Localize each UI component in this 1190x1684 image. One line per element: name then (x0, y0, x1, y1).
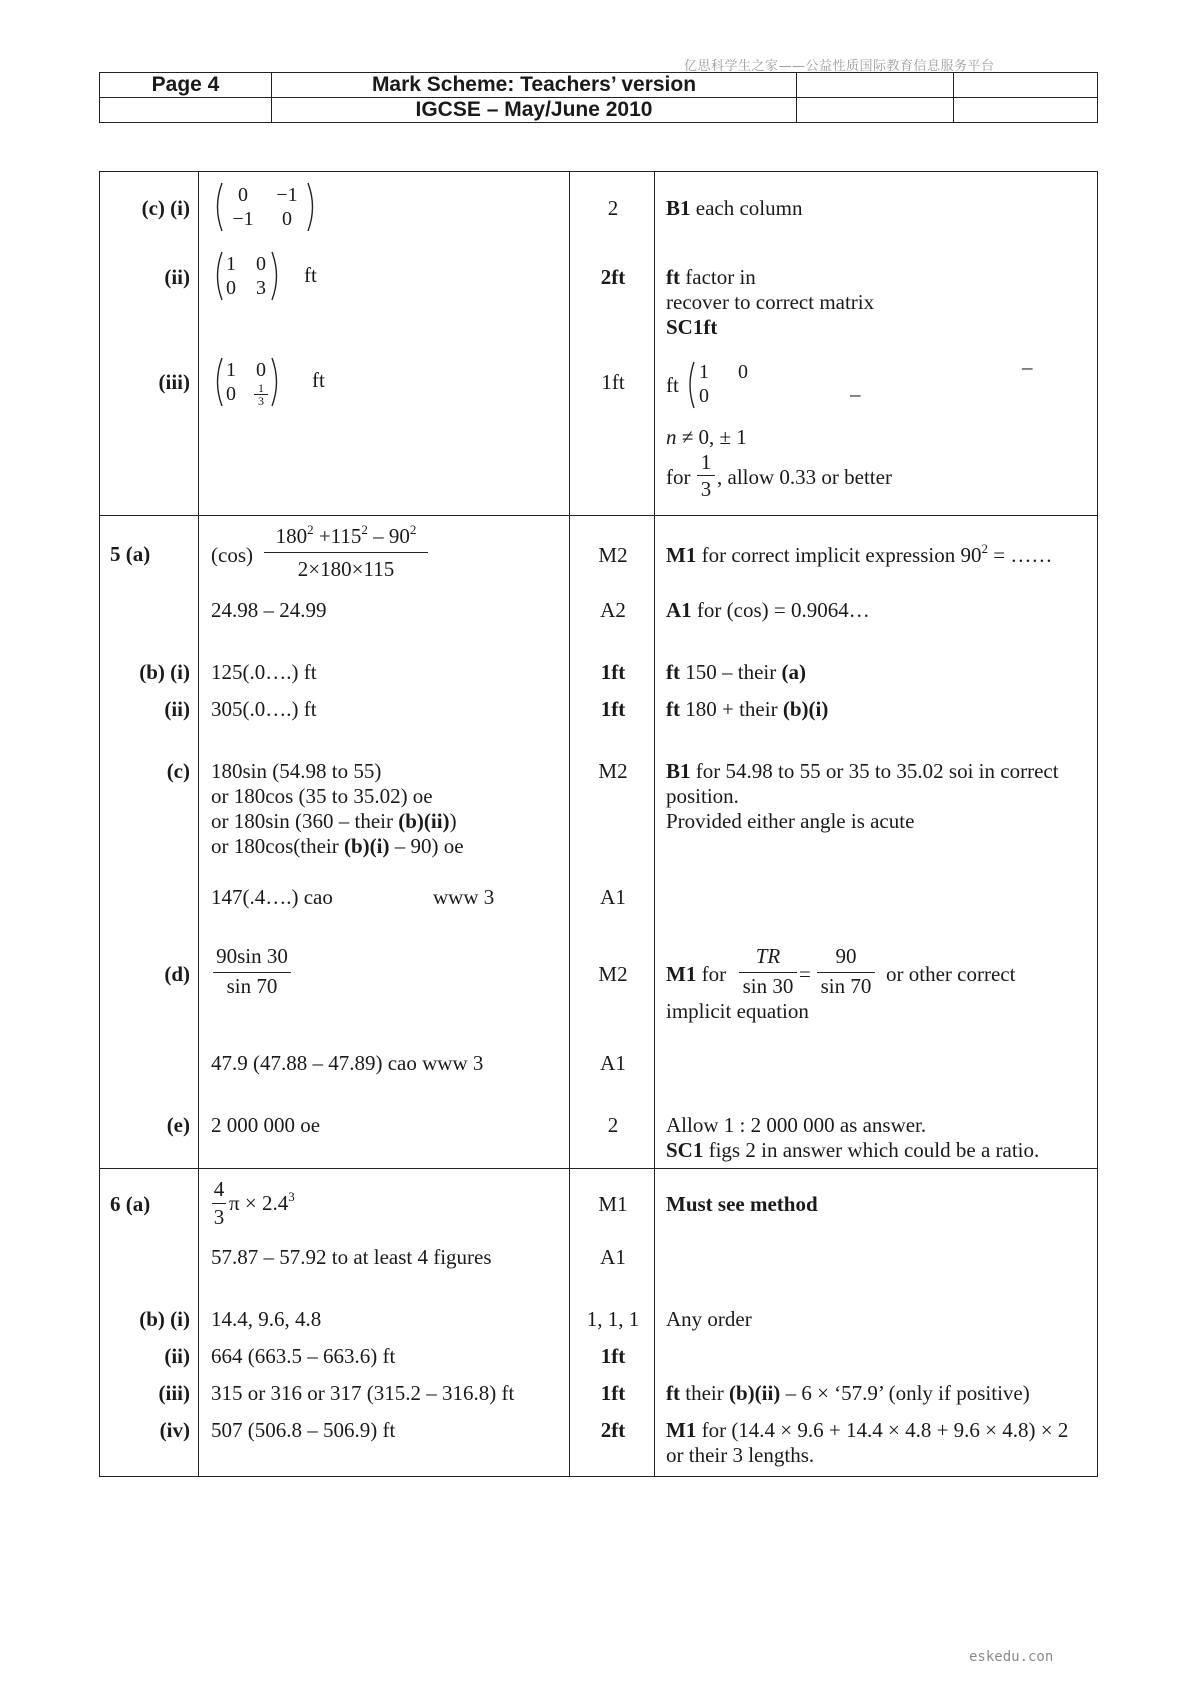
answer: 305(.0….) ft (211, 697, 317, 721)
fraction: 4 3 (213, 1177, 225, 1229)
guidance-note: n ≠ 0, ± 1 (666, 425, 747, 449)
guidance-note: Must see method (666, 1192, 818, 1216)
question-label: (ii) (164, 697, 190, 721)
matrix-cell: −1 (276, 184, 298, 206)
exam-session: IGCSE – May/June 2010 (272, 98, 797, 123)
marks: 1ft (601, 370, 625, 394)
page-number: Page 4 (100, 73, 272, 98)
question-label: (ii) (164, 265, 190, 289)
guidance-note: SC1ft (666, 315, 718, 339)
fraction: TR sin 30 (739, 944, 797, 998)
follow-through: ft (304, 263, 317, 287)
question-label: 5 (a) (110, 542, 151, 566)
matrix-cell: 1 (226, 359, 236, 381)
matrix-cell: 1 (226, 253, 236, 275)
guidance-note: Provided either angle is acute (666, 809, 915, 833)
guidance-dash: – (1022, 355, 1033, 379)
matrix-cell-fraction: 1 3 (254, 382, 268, 407)
answer: 125(.0….) ft (211, 660, 317, 684)
guidance-note: position. (666, 784, 739, 808)
marks: 1, 1, 1 (586, 1307, 640, 1331)
matrix-cell: 3 (256, 277, 266, 299)
header-empty-2 (954, 73, 1098, 98)
marks: 2ft (600, 265, 626, 289)
matrix-cell: −1 (232, 208, 254, 230)
answer: 14.4, 9.6, 4.8 (211, 1307, 322, 1331)
guidance-note: ft 180 + their (b)(i) (666, 697, 829, 721)
marks: 1ft (600, 697, 626, 721)
answer: 57.87 – 57.92 to at least 4 figures (211, 1245, 492, 1269)
answer: 180sin (54.98 to 55) (211, 759, 382, 783)
watermark-top: 亿思科学生之家——公益性质国际教育信息服务平台 (684, 59, 995, 74)
answer: 24.98 – 24.99 (211, 598, 327, 622)
guidance-note: Allow 1 : 2 000 000 as answer. (666, 1113, 927, 1137)
matrix-answer (212, 356, 282, 408)
guidance-note: ft 150 – their (a) (666, 660, 806, 684)
header-empty-4 (797, 98, 954, 123)
matrix-cell: 0 (738, 361, 748, 383)
row-divider (100, 515, 1097, 516)
guidance-note: recover to correct matrix (666, 290, 875, 314)
marks: 2ft (600, 1418, 626, 1442)
marks: M1 (598, 1192, 628, 1216)
guidance-note: M1 for (14.4 × 9.6 + 14.4 × 4.8 + 9.6 × 4.8) × 2 (666, 1418, 1069, 1442)
question-label: (c) (i) (141, 196, 190, 220)
matrix-cell: 0 (256, 359, 266, 381)
question-label: (b) (i) (139, 1307, 190, 1331)
guidance-note: A1 for (cos) = 0.9064… (666, 598, 870, 622)
guidance-note: Any order (666, 1307, 752, 1331)
question-label: (ii) (164, 1344, 190, 1368)
guidance-note: or their 3 lengths. (666, 1443, 815, 1467)
header-empty-5 (954, 98, 1098, 123)
answer: $\pi \times 2.4^3$ (229, 1189, 295, 1215)
question-label: 6 (a) (110, 1192, 151, 1216)
fraction: 1 3 (697, 450, 715, 501)
matrix-cell: 0 (699, 385, 709, 407)
marks: M2 (598, 543, 628, 567)
column-divider (198, 172, 199, 1476)
marks: A1 (600, 885, 626, 909)
answer: 507 (506.8 – 506.9) ft (211, 1418, 396, 1442)
guidance-matrix (685, 360, 757, 410)
question-label: (b) (i) (139, 660, 190, 684)
guidance-note: B1 each column (666, 196, 803, 220)
column-divider (654, 172, 655, 1476)
question-label: (e) (166, 1113, 190, 1137)
follow-through: ft (312, 368, 325, 392)
document-title: Mark Scheme: Teachers’ version (272, 73, 797, 98)
matrix-brackets (212, 181, 318, 233)
matrix-cell: 0 (282, 208, 292, 230)
question-label: (iii) (158, 370, 190, 394)
matrix-answer (212, 181, 318, 233)
guidance-note: M1 for correct implicit expression $90^2$ = …… (666, 541, 1053, 567)
answer: or 180cos (35 to 35.02) oe (211, 784, 433, 808)
guidance-note: B1 for 54.98 to 55 or 35 to 35.02 soi in correct (666, 759, 1059, 783)
matrix-cell: 0 (226, 277, 236, 299)
marks: A2 (600, 598, 626, 622)
question-label: (iv) (159, 1418, 190, 1442)
fraction: 90 sin 70 (817, 944, 875, 998)
cosine-rule-fraction: $180^2 +115^2 - 90^2$ 2×180×115 (264, 524, 428, 581)
marks: M2 (598, 962, 628, 986)
marks: 1ft (600, 1344, 626, 1368)
guidance-note: M1 for (666, 962, 727, 986)
answer: 664 (663.5 – 663.6) ft (211, 1344, 396, 1368)
guidance-note: SC1 figs 2 in answer which could be a ratio. (666, 1138, 1040, 1162)
column-divider (569, 172, 570, 1476)
marks: 1ft (600, 660, 626, 684)
sine-rule-fraction: 90sin 30 sin 70 (213, 944, 291, 998)
matrix-answer (212, 250, 282, 302)
matrix-cell: 0 (226, 383, 236, 405)
answer: 147(.4….) cao (211, 885, 333, 909)
marks: 2 (607, 196, 619, 220)
guidance-note: ft factor in (666, 265, 756, 289)
question-label: (iii) (158, 1381, 190, 1405)
follow-through: ft (666, 373, 679, 397)
answer: 2 000 000 oe (211, 1113, 321, 1137)
header-table (99, 72, 1098, 123)
header-empty-3 (100, 98, 272, 123)
guidance-dash: – (850, 382, 861, 406)
guidance-note: or other correct (886, 962, 1016, 986)
answer-prefix: (cos) (211, 543, 253, 567)
marks: A1 (600, 1245, 626, 1269)
guidance-note: , allow 0.33 or better (717, 465, 892, 489)
answer: or 180cos(their (b)(i) – 90) oe (211, 834, 464, 858)
marks: 1ft (600, 1381, 626, 1405)
guidance-note: implicit equation (666, 999, 809, 1023)
marks: M2 (598, 759, 628, 783)
equals-sign: = (799, 962, 811, 986)
matrix-cell: 1 (699, 361, 709, 383)
row-divider (100, 1168, 1097, 1169)
answer: 315 or 316 or 317 (315.2 – 316.8) ft (211, 1381, 515, 1405)
matrix-cell: 0 (238, 184, 248, 206)
header-empty-1 (797, 73, 954, 98)
watermark-bottom: eskedu.con (969, 1649, 1054, 1665)
question-label: (c) (166, 759, 190, 783)
answer-www: www 3 (433, 885, 495, 909)
marks: 2 (607, 1113, 619, 1137)
answer: 47.9 (47.88 – 47.89) cao www 3 (211, 1051, 484, 1075)
marks: A1 (600, 1051, 626, 1075)
question-label: (d) (164, 962, 190, 986)
guidance-note: ft their (b)(ii) – 6 × ‘57.9’ (only if positive) (666, 1381, 1030, 1405)
guidance-note: for (666, 465, 691, 489)
matrix-cell: 0 (256, 253, 266, 275)
mark-scheme-table (99, 171, 1098, 1477)
answer: or 180sin (360 – their (b)(ii)) (211, 809, 457, 833)
